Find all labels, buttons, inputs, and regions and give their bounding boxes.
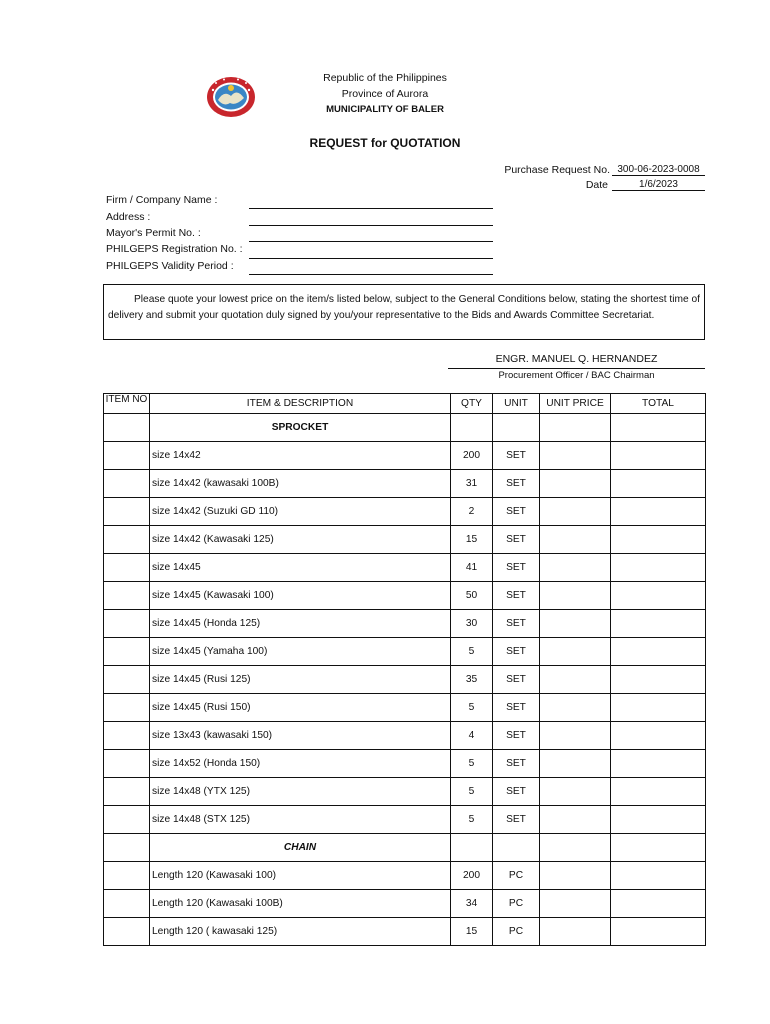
item-qty: 30 <box>451 610 493 638</box>
item-unit: SET <box>493 610 540 638</box>
item-description: Length 120 (Kawasaki 100) <box>150 862 451 890</box>
item-no-cell <box>104 470 150 498</box>
item-no-cell <box>104 918 150 946</box>
section-unit-price-cell[interactable] <box>540 414 611 442</box>
item-description: size 14x45 (Rusi 125) <box>150 666 451 694</box>
header-total: TOTAL <box>611 394 706 414</box>
item-no-cell <box>104 526 150 554</box>
item-unit: SET <box>493 778 540 806</box>
item-description: size 14x48 (STX 125) <box>150 806 451 834</box>
item-unit: SET <box>493 806 540 834</box>
item-no-cell <box>104 862 150 890</box>
date-label: Date <box>585 179 608 191</box>
table-row <box>104 778 706 806</box>
item-no-cell <box>104 722 150 750</box>
table-row <box>104 638 706 666</box>
unit-price-cell[interactable] <box>540 470 611 498</box>
philgeps-validity-label: PHILGEPS Validity Period : <box>106 260 234 272</box>
header-unit: UNIT <box>493 394 540 414</box>
unit-price-cell[interactable] <box>540 722 611 750</box>
table-row <box>104 806 706 834</box>
purchase-request-label: Purchase Request No. <box>504 164 610 176</box>
instructions-text: Please quote your lowest price on the item/s listed below, subject to the General Conditions below, stating the shortest time of delivery and submit your quotation duly signed by you/your representative to the Bids and Awards Committee Secretariat. <box>108 294 700 321</box>
item-description: Length 120 ( kawasaki 125) <box>150 918 451 946</box>
item-description: size 14x45 (Honda 125) <box>150 610 451 638</box>
section-total-cell[interactable] <box>611 834 706 862</box>
item-no-cell <box>104 750 150 778</box>
philgeps-registration-field[interactable] <box>249 258 493 259</box>
signature-line <box>448 368 705 369</box>
section-total-cell[interactable] <box>611 414 706 442</box>
item-qty: 5 <box>451 694 493 722</box>
item-unit: PC <box>493 890 540 918</box>
unit-price-cell[interactable] <box>540 582 611 610</box>
item-description: Length 120 (Kawasaki 100B) <box>150 890 451 918</box>
item-qty: 5 <box>451 750 493 778</box>
total-cell[interactable] <box>611 750 706 778</box>
signatory-name: ENGR. MANUEL Q. HERNANDEZ <box>495 353 658 365</box>
section-item-no-cell <box>104 414 150 442</box>
item-unit: SET <box>493 750 540 778</box>
total-cell[interactable] <box>611 666 706 694</box>
instructions-box <box>103 284 705 340</box>
table-row <box>104 470 706 498</box>
item-unit: SET <box>493 554 540 582</box>
unit-price-cell[interactable] <box>540 806 611 834</box>
header-municipality: MUNICIPALITY OF BALER <box>326 104 444 115</box>
items-table <box>103 393 706 946</box>
unit-price-cell[interactable] <box>540 442 611 470</box>
item-description: size 14x42 (Kawasaki 125) <box>150 526 451 554</box>
section-qty-cell <box>451 414 493 442</box>
item-qty: 15 <box>451 526 493 554</box>
item-qty: 200 <box>451 442 493 470</box>
item-no-cell <box>104 666 150 694</box>
mayors-permit-field[interactable] <box>249 241 493 242</box>
item-no-cell <box>104 890 150 918</box>
item-no-cell <box>104 694 150 722</box>
item-unit: PC <box>493 918 540 946</box>
header-qty: QTY <box>451 394 493 414</box>
item-unit: SET <box>493 498 540 526</box>
section-item-no-cell <box>104 834 150 862</box>
section-unit-price-cell[interactable] <box>540 834 611 862</box>
table-row <box>104 862 706 890</box>
unit-price-cell[interactable] <box>540 918 611 946</box>
item-qty: 4 <box>451 722 493 750</box>
unit-price-cell[interactable] <box>540 498 611 526</box>
address-label: Address : <box>106 211 151 223</box>
item-description: size 14x45 <box>150 554 451 582</box>
header-item-no: ITEM NO <box>104 394 150 414</box>
item-description: size 14x42 (Suzuki GD 110) <box>150 498 451 526</box>
item-unit: SET <box>493 526 540 554</box>
unit-price-cell[interactable] <box>540 526 611 554</box>
philgeps-registration-label: PHILGEPS Registration No. : <box>106 243 243 255</box>
header-unit-price: UNIT PRICE <box>540 394 611 414</box>
table-row <box>104 918 706 946</box>
unit-price-cell[interactable] <box>540 554 611 582</box>
item-unit: SET <box>493 470 540 498</box>
item-unit: PC <box>493 862 540 890</box>
item-unit: SET <box>493 638 540 666</box>
item-qty: 35 <box>451 666 493 694</box>
firm-name-field[interactable] <box>249 208 493 209</box>
section-title: SPROCKET <box>150 414 451 442</box>
total-cell[interactable] <box>611 778 706 806</box>
item-qty: 15 <box>451 918 493 946</box>
unit-price-cell[interactable] <box>540 750 611 778</box>
signatory-position: Procurement Officer / BAC Chairman <box>498 370 655 381</box>
item-no-cell <box>104 498 150 526</box>
table-row <box>104 526 706 554</box>
table-row <box>104 890 706 918</box>
table-row <box>104 666 706 694</box>
section-row <box>104 414 706 442</box>
item-qty: 5 <box>451 638 493 666</box>
item-qty: 5 <box>451 806 493 834</box>
header-description: ITEM & DESCRIPTION <box>150 394 451 414</box>
section-title: CHAIN <box>150 834 451 862</box>
total-cell[interactable] <box>611 610 706 638</box>
unit-price-cell[interactable] <box>540 694 611 722</box>
item-qty: 2 <box>451 498 493 526</box>
item-qty: 50 <box>451 582 493 610</box>
item-no-cell <box>104 778 150 806</box>
total-cell[interactable] <box>611 918 706 946</box>
item-no-cell <box>104 638 150 666</box>
purchase-request-number: 300-06-2023-0008 <box>612 164 705 176</box>
section-unit-cell <box>493 834 540 862</box>
document-title: REQUEST for QUOTATION <box>309 136 461 150</box>
item-description: size 14x42 (kawasaki 100B) <box>150 470 451 498</box>
item-qty: 200 <box>451 862 493 890</box>
item-description: size 14x45 (Kawasaki 100) <box>150 582 451 610</box>
item-qty: 41 <box>451 554 493 582</box>
table-header-row <box>104 394 706 414</box>
item-unit: SET <box>493 666 540 694</box>
total-cell[interactable] <box>611 470 706 498</box>
item-unit: SET <box>493 694 540 722</box>
section-qty-cell <box>451 834 493 862</box>
firm-name-label: Firm / Company Name : <box>106 194 218 206</box>
item-qty: 5 <box>451 778 493 806</box>
total-cell[interactable] <box>611 442 706 470</box>
unit-price-cell[interactable] <box>540 610 611 638</box>
unit-price-cell[interactable] <box>540 666 611 694</box>
item-no-cell <box>104 554 150 582</box>
item-no-cell <box>104 582 150 610</box>
section-row <box>104 834 706 862</box>
item-description: size 14x42 <box>150 442 451 470</box>
total-cell[interactable] <box>611 862 706 890</box>
item-no-cell <box>104 806 150 834</box>
header-republic: Republic of the Philippines <box>323 72 447 84</box>
section-unit-cell <box>493 414 540 442</box>
item-no-cell <box>104 442 150 470</box>
item-unit: SET <box>493 722 540 750</box>
total-cell[interactable] <box>611 722 706 750</box>
unit-price-cell[interactable] <box>540 778 611 806</box>
item-description: size 14x45 (Rusi 150) <box>150 694 451 722</box>
table-row <box>104 554 706 582</box>
address-field[interactable] <box>249 225 493 226</box>
unit-price-cell[interactable] <box>540 890 611 918</box>
total-cell[interactable] <box>611 806 706 834</box>
table-row <box>104 750 706 778</box>
table-row <box>104 610 706 638</box>
table-row <box>104 582 706 610</box>
total-cell[interactable] <box>611 526 706 554</box>
item-description: size 14x45 (Yamaha 100) <box>150 638 451 666</box>
date-value: 1/6/2023 <box>612 179 705 191</box>
unit-price-cell[interactable] <box>540 638 611 666</box>
philgeps-validity-field[interactable] <box>249 274 493 275</box>
total-cell[interactable] <box>611 582 706 610</box>
item-unit: SET <box>493 442 540 470</box>
item-description: size 13x43 (kawasaki 150) <box>150 722 451 750</box>
total-cell[interactable] <box>611 554 706 582</box>
table-row <box>104 442 706 470</box>
item-qty: 31 <box>451 470 493 498</box>
table-row <box>104 498 706 526</box>
table-row <box>104 694 706 722</box>
item-unit: SET <box>493 582 540 610</box>
total-cell[interactable] <box>611 890 706 918</box>
item-no-cell <box>104 610 150 638</box>
total-cell[interactable] <box>611 694 706 722</box>
item-description: size 14x52 (Honda 150) <box>150 750 451 778</box>
item-qty: 34 <box>451 890 493 918</box>
table-row <box>104 722 706 750</box>
total-cell[interactable] <box>611 498 706 526</box>
mayors-permit-label: Mayor's Permit No. : <box>106 227 201 239</box>
total-cell[interactable] <box>611 638 706 666</box>
header-province: Province of Aurora <box>341 88 429 100</box>
item-description: size 14x48 (YTX 125) <box>150 778 451 806</box>
unit-price-cell[interactable] <box>540 862 611 890</box>
